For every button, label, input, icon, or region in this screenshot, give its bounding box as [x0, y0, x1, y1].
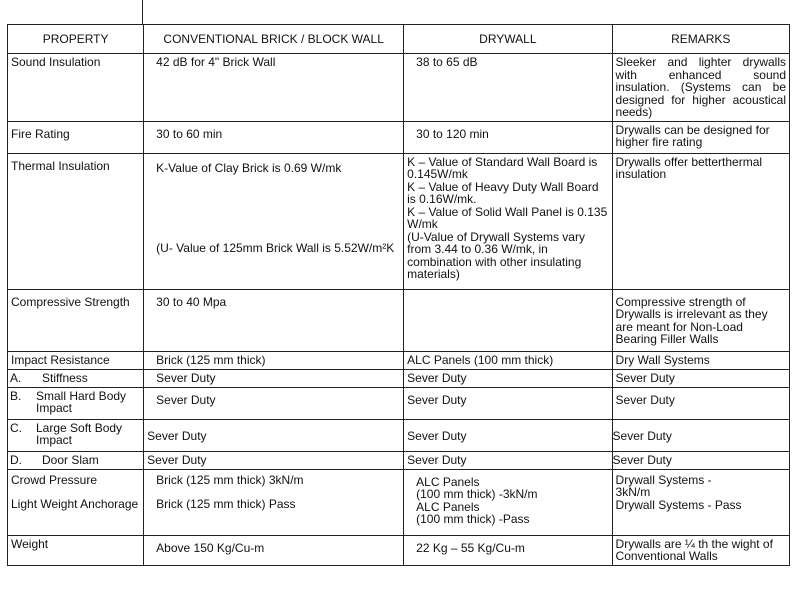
remarks-cell: Sleeker and lighter drywalls with enhanced sound insulation. (Systems can be designed for higher acoustical needs): [612, 54, 789, 122]
table-row: [8, 419, 790, 451]
brick-cell: 42 dB for 4" Brick Wall: [144, 54, 404, 122]
header-drywall: DRYWALL: [404, 25, 612, 54]
property-cell: Thermal Insulation: [8, 153, 144, 289]
brick-text: Brick (125 mm thick) 3kN/m: [156, 472, 304, 487]
table-row: [8, 469, 790, 535]
drywall-cell: Sever Duty: [404, 369, 612, 387]
property-text: Light Weight Anchorage: [11, 497, 139, 511]
table-row: [8, 153, 790, 289]
brick-cell: Brick (125 mm thick): [144, 351, 404, 369]
drywall-text: (100 mm thick) -3kN/m: [416, 487, 538, 501]
remarks-cell: Compressive strength of Drywalls is irrelevant as they are meant for Non-Load Bearing Filler Walls: [612, 289, 789, 351]
table-row: [8, 351, 790, 369]
property-text: Crowd Pressure: [11, 472, 98, 487]
remarks-cell: Drywalls offer betterthermal insulation: [612, 153, 789, 289]
table-row: [8, 54, 790, 122]
property-cell: Fire Rating: [8, 121, 144, 153]
brick-text: Brick (125 mm thick) Pass: [156, 497, 296, 511]
drywall-text: ALC Panels: [416, 474, 480, 489]
drywall-text: (100 mm thick) -Pass: [416, 512, 530, 526]
brick-cell: Sever Duty: [144, 387, 404, 419]
drywall-cell: Sever Duty: [404, 387, 612, 419]
remarks-cell: Sever Duty: [612, 387, 789, 419]
remarks-cell: Sever Duty: [612, 451, 789, 469]
remarks-cell: Dry Wall Systems: [612, 351, 789, 369]
drywall-text: K – Value of Solid Wall Panel is 0.135 W/mk: [407, 204, 608, 231]
table-row: [8, 535, 790, 565]
table-row: [8, 369, 790, 387]
remarks-text: Drywall Systems - Pass: [615, 497, 742, 512]
table-row: [8, 289, 790, 351]
remarks-cell: Drywalls can be designed for higher fire rating: [612, 121, 789, 153]
header-brick: CONVENTIONAL BRICK / BLOCK WALL: [144, 25, 404, 54]
drywall-text: K – Value of Heavy Duty Wall Board is 0.16W/mk.: [407, 179, 599, 206]
table-row: [8, 451, 790, 469]
brick-cell: Sever Duty: [144, 369, 404, 387]
table-row: [8, 121, 790, 153]
property-text: Stiffness: [42, 370, 88, 385]
remarks-cell: Sever Duty: [612, 419, 789, 451]
drywall-cell: ALC Panels (100 mm thick): [404, 351, 612, 369]
brick-cell: 30 to 40 Mpa: [144, 289, 404, 351]
drywall-cell: Sever Duty: [404, 419, 612, 451]
header-row: [8, 25, 790, 54]
drywall-cell: 30 to 120 min: [404, 121, 612, 153]
row-marker: B.: [10, 388, 22, 403]
brick-text: (U- Value of 125mm Brick Wall is 5.52W/m²K: [156, 241, 395, 255]
property-text: Small Hard Body Impact: [36, 388, 127, 415]
drywall-text: (U-Value of Drywall Systems vary from 3.44 to 0.36 W/mk, in combination with other insulating materials): [407, 229, 585, 281]
drywall-cell: Sever Duty: [404, 451, 612, 469]
drywall-text: K – Value of Standard Wall Board is 0.145W/mk: [407, 154, 598, 181]
property-text: Door Slam: [42, 452, 99, 467]
header-tick-line: [142, 0, 143, 24]
brick-text: K-Value of Clay Brick is 0.69 W/mk: [156, 160, 342, 175]
property-cell: Sound Insulation: [8, 54, 144, 122]
row-marker: D.: [10, 452, 22, 467]
brick-cell: Sever Duty: [144, 451, 404, 469]
brick-cell: Above 150 Kg/Cu-m: [144, 535, 404, 565]
brick-cell: 30 to 60 min: [144, 121, 404, 153]
drywall-cell: [404, 289, 612, 351]
remarks-text: Drywall Systems -: [615, 472, 712, 487]
drywall-cell: 22 Kg – 55 Kg/Cu-m: [404, 535, 612, 565]
drywall-text: ALC Panels: [416, 499, 480, 514]
remarks-cell: Sever Duty: [612, 369, 789, 387]
property-cell: Compressive Strength: [8, 289, 144, 351]
comparison-table: [7, 24, 790, 566]
header-remarks: REMARKS: [612, 25, 789, 54]
row-marker: A.: [10, 370, 22, 385]
row-marker: C.: [10, 420, 22, 435]
drywall-cell: 38 to 65 dB: [404, 54, 612, 122]
brick-cell: Sever Duty: [144, 419, 404, 451]
remarks-text: 3kN/m: [615, 485, 651, 499]
property-text: Large Soft Body Impact: [36, 420, 123, 447]
header-property: PROPERTY: [8, 25, 144, 54]
table-row: [8, 387, 790, 419]
property-cell: Impact Resistance: [8, 351, 144, 369]
remarks-cell: Drywalls are ¼ th the wight of Conventional Walls: [612, 535, 789, 565]
property-cell: Weight: [8, 535, 144, 565]
